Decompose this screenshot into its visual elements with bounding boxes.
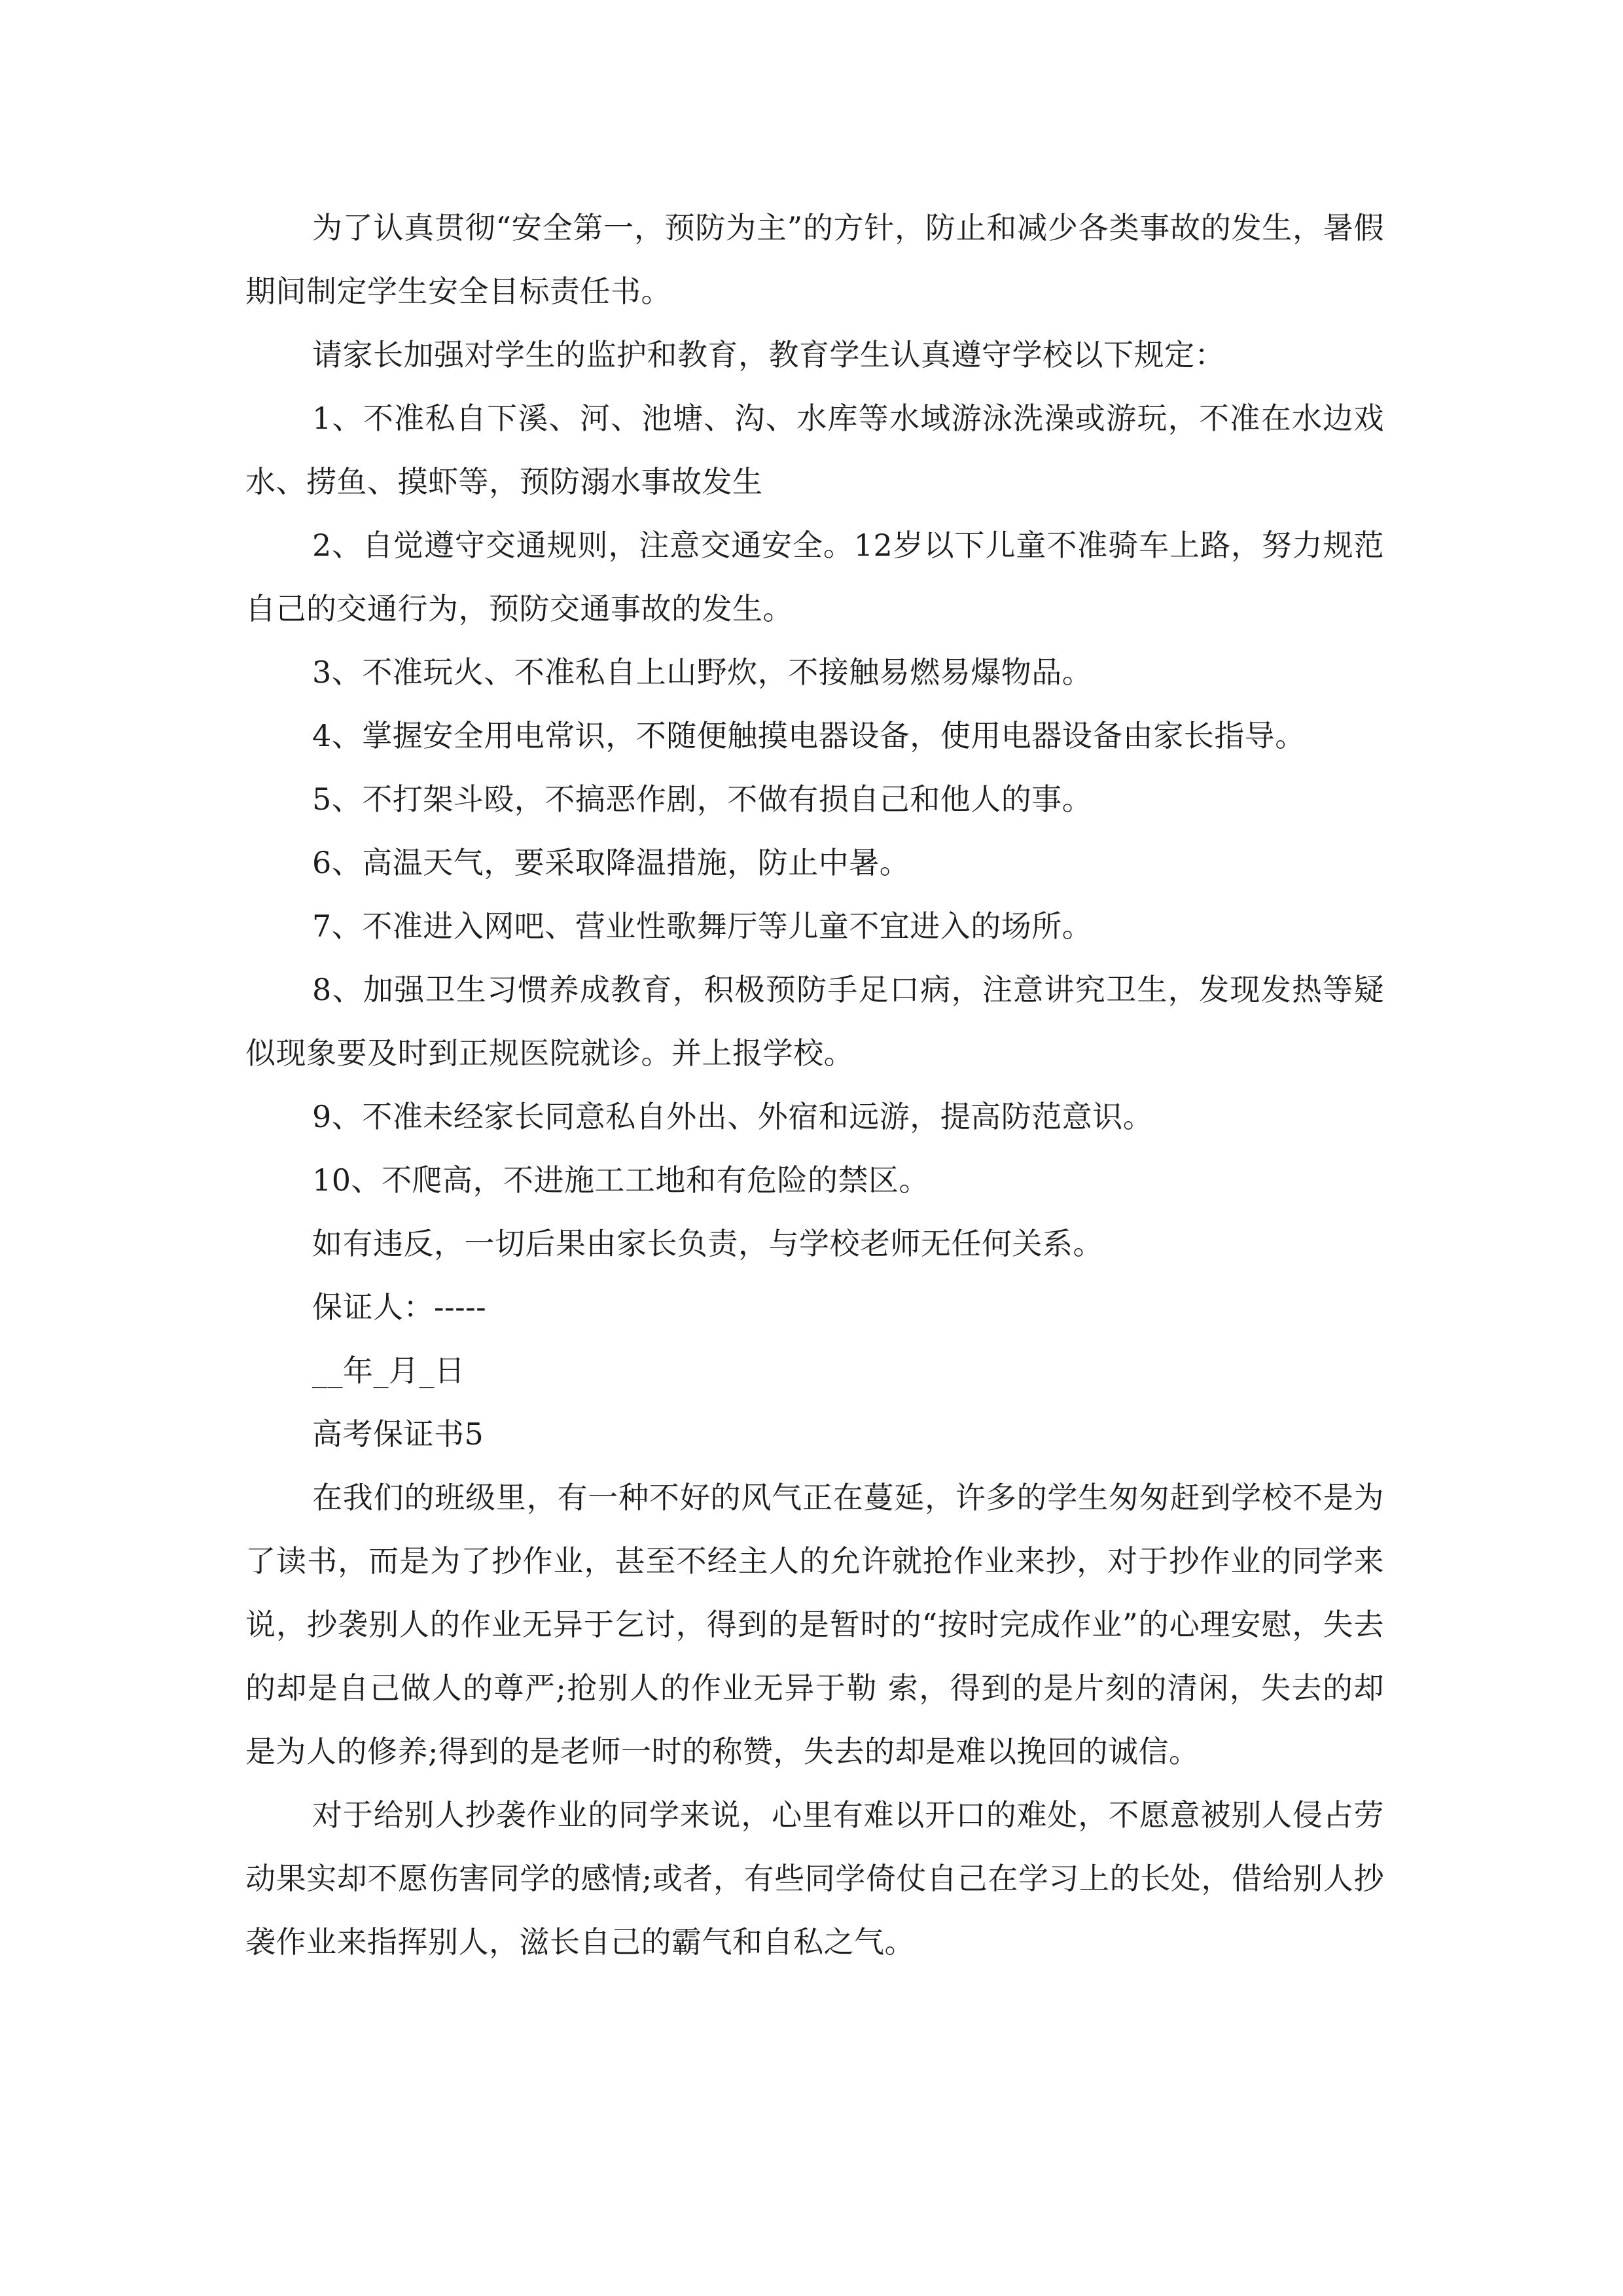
rule-item-2: 2、自觉遵守交通规则，注意交通安全。12岁以下儿童不准骑车上路，努力规范自己的交通行为，预防交通事故的发生。 xyxy=(245,528,1384,626)
rule-item-9: 9、不准未经家长同意私自外出、外宿和远游，提高防范意识。 xyxy=(312,1099,1154,1134)
rule-item-8: 8、加强卫生习惯养成教育，积极预防手足口病，注意讲究卫生，发现发热等疑似现象要及时到正规医院就诊。并上报学校。 xyxy=(245,972,1384,1071)
paragraph-copying-homework: 在我们的班级里，有一种不好的风气正在蔓延，许多的学生匆匆赶到学校不是为了读书，而是为了抄作业，甚至不经主人的允许就抢作业来抄，对于抄作业的同学来说，抄袭别人的作业无异于乞讨，得到的是暂时的“按时完成作业”的心理安慰，失去的却是自己做人的尊严;抢别人的作业无异于勒 索，得到的是片刻的清闲，失去的却是为人的修养;得到的是老师一时的称赞，失去的却是难以挽回的诚信。 xyxy=(245,1480,1384,1769)
guarantor-line: 保证人：----- xyxy=(312,1289,487,1325)
rule-item-3: 3、不准玩火、不准私自上山野炊，不接触易燃易爆物品。 xyxy=(312,655,1093,690)
paragraph-lending-homework: 对于给别人抄袭作业的同学来说，心里有难以开口的难处，不愿意被别人侵占劳动果实却不愿伤害同学的感情;或者，有些同学倚仗自己在学习上的长处，借给别人抄袭作业来指挥别人，滋长自己的霸气和自私之气。 xyxy=(245,1797,1384,1960)
document-body xyxy=(245,196,1384,1974)
rule-item-10: 10、不爬高，不进施工工地和有危险的禁区。 xyxy=(312,1162,930,1198)
rule-item-4: 4、掌握安全用电常识，不随便触摸电器设备，使用电器设备由家长指导。 xyxy=(312,718,1306,753)
rule-item-6: 6、高温天气，要采取降温措施，防止中暑。 xyxy=(312,845,910,880)
rule-item-5: 5、不打架斗殴，不搞恶作剧，不做有损自己和他人的事。 xyxy=(312,781,1093,817)
rule-item-7: 7、不准进入网吧、营业性歌舞厅等儿童不宜进入的场所。 xyxy=(312,908,1093,944)
paragraph-intro: 为了认真贯彻“安全第一，预防为主”的方针，防止和减少各类事故的发生，暑假期间制定学生安全目标责任书。 xyxy=(245,210,1384,309)
paragraph-parent-request: 请家长加强对学生的监护和教育，教育学生认真遵守学校以下规定： xyxy=(312,337,1225,372)
date-line: __年_月_日 xyxy=(312,1353,465,1388)
section-title: 高考保证书5 xyxy=(312,1416,484,1452)
liability-statement: 如有违反，一切后果由家长负责，与学校老师无任何关系。 xyxy=(312,1226,1103,1261)
rule-item-1: 1、不准私自下溪、河、池塘、沟、水库等水域游泳洗澡或游玩，不准在水边戏水、捞鱼、摸虾等，预防溺水事故发生 xyxy=(245,401,1384,499)
